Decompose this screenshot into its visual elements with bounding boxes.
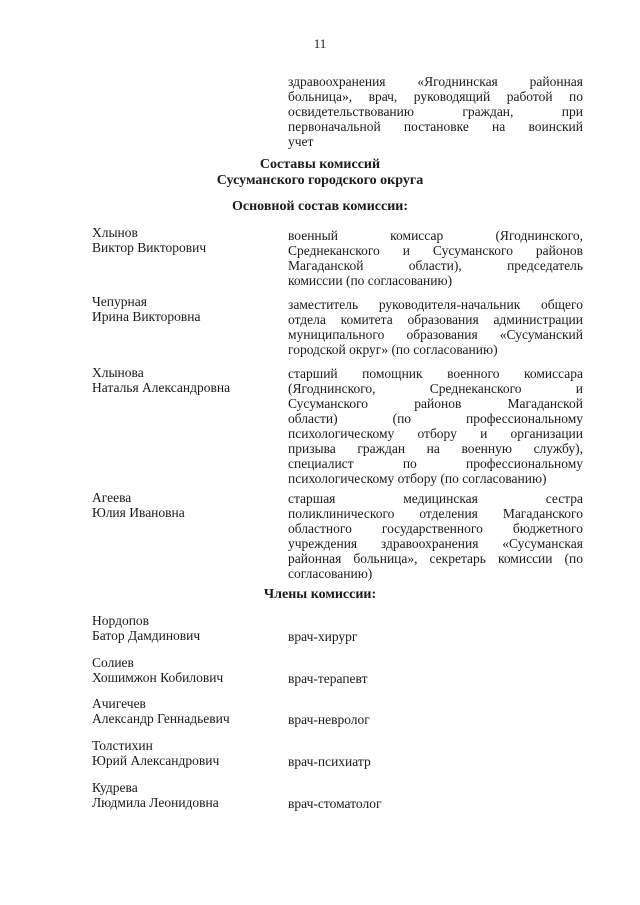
text-line: муниципального образования «Сусуманский (288, 327, 583, 342)
surname: Чепурная (92, 294, 147, 309)
text-line: Среднеканского и Сусуманского районов (288, 243, 583, 258)
person-role: врач-психиатр (288, 754, 371, 769)
surname: Толстихин (92, 738, 153, 753)
text-line: Магаданской области), председатель (288, 258, 583, 273)
text-line: психологическому отбору (по согласованию) (288, 471, 547, 486)
text-line: комиссии (по согласованию) (288, 273, 453, 288)
person-role: врач-стоматолог (288, 796, 382, 811)
text-line: военный комиссар (Ягоднинского, (288, 228, 583, 243)
title-line-1: Составы комиссий (259, 157, 381, 172)
person-name (92, 738, 272, 768)
person-name (92, 655, 272, 685)
text-line: освидетельствованию граждан, при (288, 104, 583, 119)
text-line: области) (по профессиональному (288, 411, 583, 426)
text-line: первоначальной постановке на воинский (288, 119, 583, 134)
person-role (288, 366, 583, 486)
surname: Хлынов (92, 225, 138, 240)
text-line: заместитель руководителя-начальник общего (288, 297, 583, 312)
text-line: учет (288, 134, 314, 149)
given-name: Виктор Викторович (92, 240, 207, 255)
surname: Нордопов (92, 613, 150, 628)
given-name: Юлия Ивановна (92, 505, 185, 520)
surname: Солиев (92, 655, 134, 670)
text-line: поликлинического отделения Магаданского (288, 506, 583, 521)
title-line-2: Сусуманского городского округа (216, 173, 424, 188)
surname: Хлынова (92, 365, 144, 380)
text-line: городской округ» (по согласованию) (288, 342, 498, 357)
main-composition-heading: Основной состав комиссии: (232, 199, 408, 214)
person-name (92, 294, 272, 324)
given-name: Наталья Александровна (92, 380, 231, 395)
text-line: (Ягоднинского, Среднеканского и (288, 381, 583, 396)
text-line: областного государственного бюджетного (288, 521, 583, 536)
text-line: учреждения здравоохранения «Сусуманская (288, 536, 583, 551)
text-line: старший помощник военного комиссара (288, 366, 583, 381)
text-line: здравоохранения «Ягоднинская районная (288, 74, 583, 89)
person-name (92, 490, 272, 520)
person-role: врач-терапевт (288, 671, 368, 686)
person-name (92, 225, 272, 255)
surname: Кудрева (92, 780, 138, 795)
person-name (92, 365, 272, 395)
person-role: врач-невролог (288, 712, 370, 727)
person-role (288, 228, 583, 288)
given-name: Юрий Александрович (92, 753, 220, 768)
given-name: Батор Дамдинович (92, 628, 201, 643)
surname: Агеева (92, 490, 132, 505)
given-name: Ирина Викторовна (92, 309, 201, 324)
text-line: психологическому отбору и организации (288, 426, 583, 441)
text-line: старшая медицинская сестра (288, 491, 583, 506)
surname: Ачигечев (92, 696, 146, 711)
text-line: Сусуманского районов Магаданской (288, 396, 583, 411)
person-role: врач-хирург (288, 629, 358, 644)
continued-text (288, 74, 583, 149)
given-name: Людмила Леонидовна (92, 795, 219, 810)
page-number: 11 (313, 36, 327, 51)
text-line: районная больница», секретарь комиссии (по (288, 551, 583, 566)
text-line: согласованию) (288, 566, 373, 581)
person-name (92, 696, 272, 726)
person-role (288, 491, 583, 581)
person-name (92, 780, 272, 810)
text-line: специалист по профессиональному (288, 456, 583, 471)
text-line: призыва граждан на военную службу), (288, 441, 583, 456)
person-name (92, 613, 272, 643)
text-line: отдела комитета образования администрации (288, 312, 583, 327)
person-role (288, 297, 583, 357)
text-line: больница», врач, руководящий работой по (288, 89, 583, 104)
given-name: Хошимжон Кобилович (92, 670, 224, 685)
given-name: Александр Геннадьевич (92, 711, 230, 726)
members-heading: Члены комиссии: (263, 587, 377, 602)
